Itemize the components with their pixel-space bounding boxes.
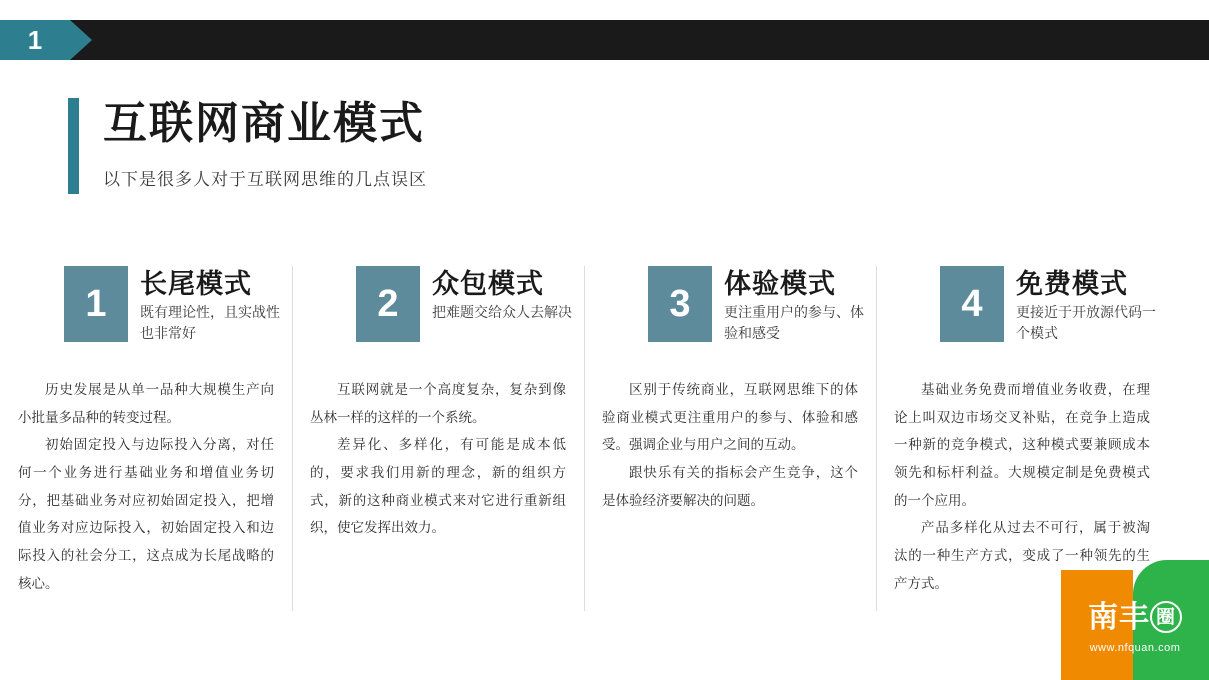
logo-url: www.nfquan.com (1089, 642, 1181, 654)
column-2-body (310, 376, 566, 542)
column-2-paragraph: 差异化、多样化，有可能是成本低的，要求我们用新的理念，新的组织方式，新的这种商业模式来对它进行重新组织，使它发挥出效力。 (310, 437, 566, 536)
column-2-paragraph: 互联网就是一个高度复杂，复杂到像丛林一样的这样的一个系统。 (310, 382, 566, 425)
column-3-number: 3 (669, 282, 691, 325)
column-3-header (602, 258, 864, 354)
slide-number-text: 1 (27, 24, 43, 55)
column-1-desc: 既有理论性，且实战性也非常好 (140, 304, 280, 341)
column-3-paragraph: 区别于传统商业，互联网思维下的体验商业模式更注重用户的参与、体验和感受。强调企业与用户之间的互动。 (602, 382, 858, 453)
logo-text (1061, 592, 1209, 636)
title-block (68, 98, 427, 194)
column-4-header (894, 258, 1156, 354)
logo-text-left: 南丰 (1088, 601, 1150, 634)
column-1-header (18, 258, 280, 354)
column-2-number: 2 (377, 282, 399, 325)
slide-number-badge (0, 20, 70, 60)
title-accent-bar (68, 98, 79, 194)
column-1-body (18, 376, 274, 597)
column-3-number-box (648, 266, 712, 342)
column-1-title: 长尾模式 (140, 269, 252, 299)
top-bar (0, 20, 1209, 60)
page-subtitle: 以下是很多人对于互联网思维的几点误区 (103, 169, 427, 189)
column-4-number: 4 (961, 282, 983, 325)
column-3-desc: 更注重用户的参与、体验和感受 (724, 304, 864, 341)
brand-logo (1061, 560, 1209, 680)
column-4-number-box (940, 266, 1004, 342)
column-2-number-box (356, 266, 420, 342)
column-1-paragraph: 历史发展是从单一品种大规模生产向小批量多品种的转变过程。 (18, 382, 274, 425)
column-1-number: 1 (85, 282, 107, 325)
logo-circle-glyph: 圈 (1150, 601, 1182, 633)
title-texts (103, 98, 427, 194)
content-columns (0, 258, 1209, 628)
column-1-number-box (64, 266, 128, 342)
column-2-title: 众包模式 (432, 269, 544, 299)
column-3-paragraph: 跟快乐有关的指标会产生竞争，这个是体验经济要解决的问题。 (602, 465, 858, 508)
column-4-desc: 更接近于开放源代码一个模式 (1016, 304, 1156, 341)
column-1 (0, 258, 292, 628)
column-3-title: 体验模式 (724, 269, 836, 299)
column-1-paragraph: 初始固定投入与边际投入分离，对任何一个业务进行基础业务和增值业务切分，把基础业务对应初始固定投入，把增值业务对应边际投入，初始固定投入和边际投入的社会分工，这点成为长尾战略的核心。 (18, 437, 274, 591)
column-2 (292, 258, 584, 628)
column-4-paragraph: 产品多样化从过去不可行，属于被淘汰的一种生产方式，变成了一种领先的生产方式。 (894, 520, 1150, 591)
column-2-desc: 把难题交给众人去解决 (432, 304, 572, 320)
page-title: 互联网商业模式 (103, 99, 425, 148)
column-4-title: 免费模式 (1016, 269, 1128, 299)
column-2-header (310, 258, 572, 354)
badge-arrow-shape (70, 20, 92, 60)
column-3 (584, 258, 876, 628)
column-4-paragraph: 基础业务免费而增值业务收费，在理论上叫双边市场交叉补贴，在竞争上造成一种新的竞争模式，这种模式要兼顾成本领先和标杆利益。大规模定制是免费模式的一个应用。 (894, 382, 1150, 508)
column-3-body (602, 376, 858, 514)
